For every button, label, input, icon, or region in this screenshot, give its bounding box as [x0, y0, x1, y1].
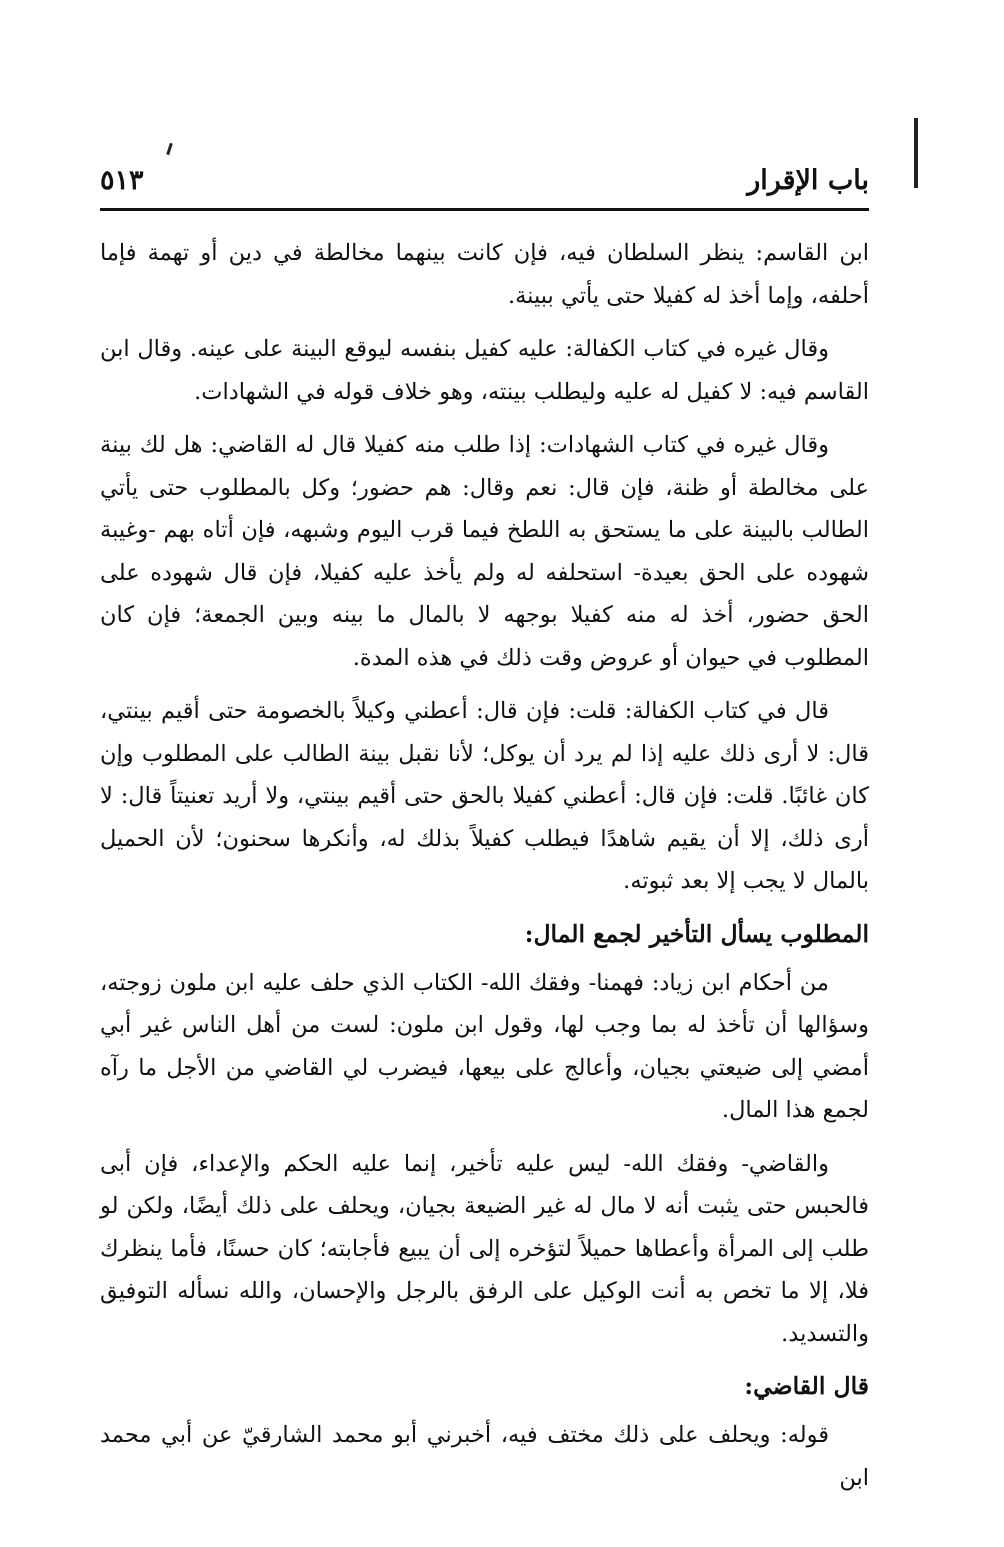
- page-body: [100, 232, 869, 1510]
- paragraph: قال في كتاب الكفالة: قلت: فإن قال: أعطني وكيلاً بالخصومة حتى أقيم بينتي، قال: لا أرى ذلك عليه إذا لم يرد أن يوكل؛ لأنا نقبل بينة الطالب على المطلوب وإن كان غائبًا. قلت: فإن قال: أعطني كفيلا بالحق حتى أقيم بينتي، ولا أريد تعنيتاً قال: لا أرى ذلك، إلا أن يقيم شاهدًا فيطلب كفيلاً بذلك له، وأنكرها سحنون؛ لأن الحميل بالمال لا يجب إلا بعد ثبوته.: [100, 698, 869, 894]
- page-header: [100, 165, 869, 207]
- page-edge-mark: [914, 118, 918, 188]
- chapter-title: باب الإقرار: [747, 165, 869, 196]
- page-number: ٥١٣: [100, 165, 144, 196]
- paragraph: وقال غيره في كتاب الكفالة: عليه كفيل بنفسه ليوقع البينة على عينه. وقال ابن القاسم فيه: لا كفيل له عليه وليطلب بينته، وهو خلاف قوله في الشهادات.: [100, 336, 869, 405]
- paragraph: من أحكام ابن زياد: فهمنا- وفقك الله- الكتاب الذي حلف عليه ابن ملون زوجته، وسؤالها أن تأخذ له بما وجب لها، وقول ابن ملون: لست من أهل الناس غير أبي أمضي إلى ضيعتي بجيان، وأعالج على بيعها، فيضرب لي القاضي من الأجل ما رآه لجمع هذا المال.: [100, 969, 869, 1123]
- paragraph: والقاضي- وفقك الله- ليس عليه تأخير، إنما عليه الحكم والإعداء، فإن أبى فالحبس حتى يثبت أنه لا مال له غير الضيعة بجيان، ويحلف على ذلك أيضًا، ولكن لو طلب إلى المرأة وأعطاها حميلاً لتؤخره إلى أن يبيع فأجابته؛ كان حسنًا، فأما ينظرك فلا، إلا ما تخص به أنت الوكيل على الرفق بالرجل والإحسان، والله نسأله التوفيق والتسديد.: [100, 1150, 869, 1347]
- ink-tick-mark: [166, 143, 173, 155]
- section-heading: قال القاضي:: [744, 1372, 869, 1400]
- paragraph: ابن القاسم: ينظر السلطان فيه، فإن كانت بينهما مخالطة في دين أو تهمة فإما أحلفه، وإما أخذ له كفيلا حتى يأتي ببينة.: [100, 240, 869, 309]
- paragraph: قوله: ويحلف على ذلك مختف فيه، أخبرني أبو محمد الشارقيّ عن أبي محمد ابن: [100, 1422, 869, 1491]
- section-heading: المطلوب يسأل التأخير لجمع المال:: [524, 919, 869, 948]
- header-rule: [100, 208, 869, 211]
- paragraph: وقال غيره في كتاب الشهادات: إذا طلب منه كفيلا قال له القاضي: هل لك بينة على مخالطة أو ظنة، فإن قال: نعم وقال: هم حضور؛ وكل بالمطلوب حتى يأتي الطالب بالبينة على ما يستحق به اللطخ فيما قرب اليوم وشبهه، فإن أتاه بهم -وغيبة شهوده على الحق بعيدة- استحلفه له ولم يأخذ عليه كفيلا، فإن قال شهوده على الحق حضور، أخذ له منه كفيلا بوجهه لا بالمال ما بينه وبين الجمعة؛ فإن كان المطلوب في حيوان أو عروض وقت ذلك في هذه المدة.: [100, 432, 869, 671]
